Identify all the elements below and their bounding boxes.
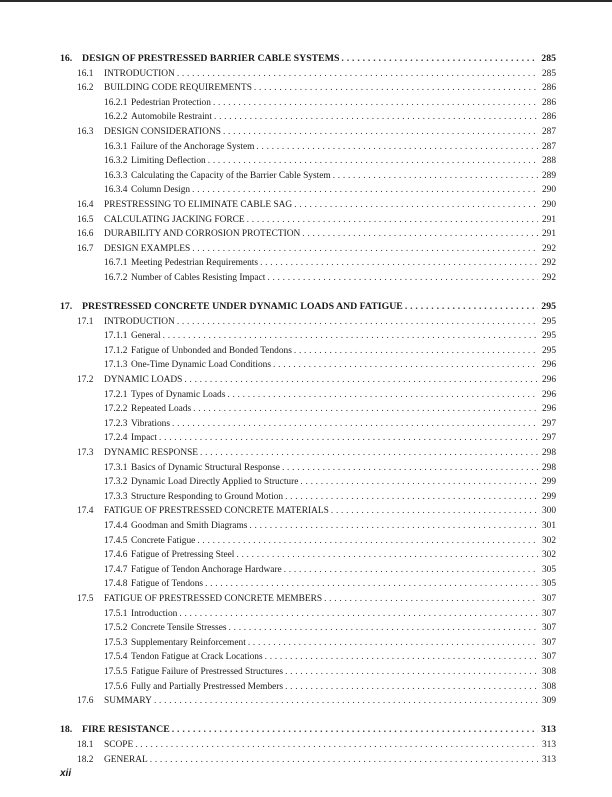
chapter-page: 313	[541, 724, 556, 736]
entry-number: 16.2.1	[104, 97, 128, 108]
entry-title: PRESTRESSING TO ELIMINATE CABLE SAG	[104, 199, 293, 210]
entry-page: 295	[541, 316, 556, 327]
entry-number: 17.3.2	[104, 477, 128, 488]
entry-page: 292	[541, 258, 556, 269]
entry-page: 307	[541, 608, 556, 619]
toc-section-entry[interactable]	[60, 81, 556, 96]
entry-page: 285	[541, 68, 556, 79]
entry-number: 16.7.2	[104, 272, 128, 283]
toc-section-entry[interactable]	[60, 504, 556, 519]
dot-leader	[265, 650, 538, 665]
toc-subsection-entry[interactable]	[60, 169, 556, 184]
chapter-title: PRESTRESSED CONCRETE UNDER DYNAMIC LOADS AND FATIGUE	[82, 301, 403, 313]
dot-leader	[159, 431, 538, 446]
entry-title: Concrete Tensile Stresses	[131, 623, 227, 634]
entry-title: Impact	[131, 433, 158, 444]
entry-title: SUMMARY	[104, 696, 152, 707]
chapter-title: FIRE RESISTANCE	[82, 724, 170, 736]
entry-title: DESIGN EXAMPLES	[104, 243, 191, 254]
entry-page: 308	[541, 666, 556, 677]
entry-number: 17.3	[77, 448, 94, 459]
entry-page: 305	[541, 579, 556, 590]
entry-number: 17.4.7	[104, 564, 128, 575]
dot-leader	[248, 636, 538, 651]
toc-subsection-entry[interactable]	[60, 417, 556, 432]
dot-leader	[405, 300, 538, 315]
toc-subsection-entry[interactable]	[60, 548, 556, 563]
entry-title: Fatigue of Pretressing Steel	[131, 550, 235, 561]
toc-subsection-entry[interactable]	[60, 402, 556, 417]
entry-title: Fatigue of Tendon Anchorage Hardware	[131, 564, 282, 575]
dot-leader	[200, 446, 538, 461]
entry-page: 308	[541, 681, 556, 692]
entry-number: 18.1	[77, 739, 94, 750]
entry-title: Column Design	[131, 185, 191, 196]
top-rule	[0, 0, 612, 2]
toc-chapter-entry[interactable]	[60, 52, 556, 67]
entry-number: 16.4	[77, 199, 94, 210]
entry-title: Goodman and Smith Diagrams	[131, 521, 248, 531]
dot-leader	[177, 315, 538, 330]
entry-title: Fully and Partially Prestressed Members	[131, 681, 284, 692]
entry-page: 298	[541, 462, 556, 473]
toc-section-entry[interactable]	[60, 738, 556, 753]
entry-page: 307	[541, 652, 556, 663]
dot-leader	[302, 227, 538, 242]
toc-subsection-entry[interactable]	[60, 650, 556, 665]
dot-leader	[333, 169, 538, 184]
toc-subsection-entry[interactable]	[60, 110, 556, 125]
toc-subsection-entry[interactable]	[60, 519, 556, 534]
entry-number: 17.5	[77, 593, 94, 604]
entry-number: 17.1.1	[104, 331, 128, 342]
dot-leader	[300, 475, 538, 490]
entry-title: FATIGUE OF PRESTRESSED CONCRETE MATERIALS	[104, 506, 329, 517]
toc-subsection-entry[interactable]	[60, 183, 556, 198]
entry-number: 17.5.4	[104, 652, 128, 663]
dot-leader	[192, 242, 538, 257]
entry-title: Calculating the Capacity of the Barrier Cable System	[131, 170, 331, 181]
entry-page: 309	[541, 696, 556, 707]
dot-leader	[172, 723, 538, 738]
entry-number: 17.1	[77, 316, 94, 327]
entry-page: 296	[541, 360, 556, 371]
entry-title: Structure Responding to Ground Motion	[131, 491, 284, 502]
entry-page: 299	[541, 491, 556, 502]
entry-number: 16.1	[77, 68, 94, 79]
entry-title: Tendon Fatigue at Crack Locations	[131, 652, 263, 663]
toc-subsection-entry[interactable]	[60, 621, 556, 636]
entry-page: 296	[541, 375, 556, 386]
entry-title: Limiting Deflection	[131, 156, 206, 167]
chapter-title: DESIGN OF PRESTRESSED BARRIER CABLE SYSTEMS	[82, 53, 340, 64]
entry-number: 17.4.6	[104, 550, 128, 561]
entry-number: 17.2.4	[104, 433, 128, 444]
toc-subsection-entry[interactable]	[60, 607, 556, 622]
dot-leader	[285, 680, 538, 695]
toc-section-entry[interactable]	[60, 753, 556, 768]
entry-title: DYNAMIC LOADS	[104, 375, 183, 386]
entry-number: 17.4.8	[104, 579, 128, 590]
entry-page: 289	[541, 170, 556, 181]
entry-page: 295	[541, 345, 556, 356]
entry-title: Dynamic Load Directly Applied to Structure	[131, 477, 299, 488]
chapter-gap	[60, 709, 556, 724]
toc-subsection-entry[interactable]	[60, 96, 556, 111]
toc-subsection-entry[interactable]	[60, 140, 556, 155]
dot-leader	[282, 461, 538, 476]
dot-leader	[267, 271, 538, 286]
entry-page: 290	[541, 185, 556, 196]
entry-page: 286	[541, 83, 556, 94]
toc-subsection-entry[interactable]	[60, 461, 556, 476]
entry-number: 17.2.1	[104, 389, 128, 400]
toc-section-entry[interactable]	[60, 213, 556, 228]
entry-number: 16.3.4	[104, 185, 128, 196]
toc-chapter-entry[interactable]	[60, 723, 556, 738]
toc-subsection-entry[interactable]	[60, 388, 556, 403]
entry-number: 17.5.3	[104, 637, 128, 648]
entry-title: General	[131, 331, 161, 342]
entry-page: 302	[541, 550, 556, 561]
entry-title: Failure of the Anchorage System	[131, 141, 255, 152]
entry-number: 17.5.2	[104, 623, 128, 634]
dot-leader	[213, 96, 538, 111]
chapter-page: 295	[541, 301, 556, 313]
dot-leader	[229, 621, 538, 636]
toc-subsection-entry[interactable]	[60, 344, 556, 359]
dot-leader	[285, 490, 538, 505]
entry-title: Supplementary Reinforcement	[131, 637, 246, 648]
toc-section-entry[interactable]	[60, 198, 556, 213]
entry-page: 287	[541, 141, 556, 152]
entry-title: GENERAL	[104, 754, 148, 765]
entry-page: 298	[541, 448, 556, 459]
toc-subsection-entry[interactable]	[60, 577, 556, 592]
entry-title: FATIGUE OF PRESTRESSED CONCRETE MEMBERS	[104, 593, 323, 604]
entry-page: 292	[541, 272, 556, 283]
toc-subsection-entry[interactable]	[60, 431, 556, 446]
dot-leader	[208, 154, 538, 169]
entry-number: 17.3.1	[104, 462, 128, 473]
toc-section-entry[interactable]	[60, 242, 556, 257]
toc-section-entry[interactable]	[60, 125, 556, 140]
dot-leader	[192, 183, 538, 198]
toc-subsection-entry[interactable]	[60, 680, 556, 695]
entry-title: BUILDING CODE REQUIREMENTS	[104, 83, 252, 94]
entry-number: 17.1.3	[104, 360, 128, 371]
entry-page: 286	[541, 112, 556, 123]
toc-section-entry[interactable]	[60, 446, 556, 461]
dot-leader	[163, 329, 538, 344]
entry-title: DURABILITY AND CORROSION PROTECTION	[104, 229, 301, 240]
entry-page: 296	[541, 389, 556, 400]
dot-leader	[285, 665, 538, 680]
dot-leader	[197, 534, 538, 549]
entry-number: 17.5.1	[104, 608, 128, 619]
entry-number: 16.2.2	[104, 112, 128, 123]
entry-page: 299	[541, 477, 556, 488]
chapter-number: 16.	[60, 53, 73, 64]
toc-section-entry[interactable]	[60, 315, 556, 330]
dot-leader	[135, 738, 538, 753]
dot-leader	[172, 417, 538, 432]
dot-leader	[256, 140, 538, 155]
entry-number: 16.3.3	[104, 170, 128, 181]
entry-title: DESIGN CONSIDERATIONS	[104, 126, 221, 137]
dot-leader	[179, 607, 538, 622]
entry-page: 307	[541, 623, 556, 634]
entry-number: 16.7.1	[104, 258, 128, 269]
entry-title: DYNAMIC RESPONSE	[104, 448, 199, 459]
dot-leader	[341, 52, 538, 67]
dot-leader	[294, 344, 538, 359]
entry-number: 17.1.2	[104, 345, 128, 356]
dot-leader	[247, 213, 538, 228]
dot-leader	[324, 592, 538, 607]
entry-number: 17.5.6	[104, 681, 128, 692]
entry-page: 286	[541, 97, 556, 108]
entry-page: 302	[541, 535, 556, 546]
entry-page: 291	[541, 229, 556, 240]
dot-leader	[214, 110, 538, 125]
toc-subsection-entry[interactable]	[60, 271, 556, 286]
toc-section-entry[interactable]	[60, 373, 556, 388]
dot-leader	[273, 358, 538, 373]
toc-subsection-entry[interactable]	[60, 665, 556, 680]
entry-page: 290	[541, 199, 556, 210]
entry-number: 16.7	[77, 243, 94, 254]
toc-section-entry[interactable]	[60, 227, 556, 242]
dot-leader	[254, 81, 538, 96]
entry-title: Basics of Dynamic Structural Response	[131, 462, 280, 473]
entry-page: 292	[541, 243, 556, 254]
entry-page: 287	[541, 126, 556, 137]
dot-leader	[331, 504, 538, 519]
entry-number: 17.2.3	[104, 418, 128, 429]
dot-leader	[260, 256, 538, 271]
entry-page: 301	[541, 521, 556, 531]
dot-leader	[177, 67, 538, 82]
entry-number: 17.6	[77, 696, 94, 707]
dot-leader	[154, 694, 538, 709]
entry-number: 16.2	[77, 83, 94, 94]
table-of-contents	[60, 52, 556, 767]
entry-number: 17.5.5	[104, 666, 128, 677]
toc-subsection-entry[interactable]	[60, 563, 556, 578]
entry-page: 313	[541, 739, 556, 750]
entry-number: 16.3.2	[104, 156, 128, 167]
entry-title: INTRODUCTION	[104, 316, 175, 327]
entry-number: 17.2	[77, 375, 94, 386]
entry-title: Fatigue Failure of Prestressed Structures	[131, 666, 284, 677]
entry-title: SCOPE	[104, 739, 134, 750]
entry-page: 305	[541, 564, 556, 575]
dot-leader	[193, 402, 538, 417]
entry-title: Introduction	[131, 608, 178, 619]
dot-leader	[249, 519, 538, 534]
entry-number: 16.6	[77, 229, 94, 240]
entry-number: 17.4.4	[104, 521, 128, 531]
dot-leader	[223, 125, 538, 140]
entry-title: Automobile Restraint	[131, 112, 212, 123]
entry-page: 296	[541, 404, 556, 415]
entry-page: 291	[541, 214, 556, 225]
toc-chapter-entry[interactable]	[60, 300, 556, 315]
page-number: xii	[60, 768, 72, 779]
dot-leader	[150, 753, 538, 768]
dot-leader	[284, 563, 538, 578]
dot-leader	[227, 388, 538, 403]
entry-page: 307	[541, 593, 556, 604]
entry-number: 17.3.3	[104, 491, 128, 502]
entry-title: Pedestrian Protection	[131, 97, 211, 108]
toc-subsection-entry[interactable]	[60, 329, 556, 344]
toc-subsection-entry[interactable]	[60, 256, 556, 271]
entry-title: Repeated Loads	[131, 404, 192, 415]
toc-subsection-entry[interactable]	[60, 534, 556, 549]
toc-section-entry[interactable]	[60, 67, 556, 82]
dot-leader	[236, 548, 538, 563]
entry-number: 18.2	[77, 754, 94, 765]
toc-subsection-entry[interactable]	[60, 358, 556, 373]
dot-leader	[184, 373, 538, 388]
entry-number: 16.5	[77, 214, 94, 225]
dot-leader	[205, 577, 538, 592]
toc-subsection-entry[interactable]	[60, 636, 556, 651]
chapter-gap	[60, 286, 556, 301]
entry-page: 288	[541, 156, 556, 167]
toc-section-entry[interactable]	[60, 694, 556, 709]
entry-number: 16.3	[77, 126, 94, 137]
entry-page: 297	[541, 433, 556, 444]
entry-title: One-Time Dynamic Load Conditions	[131, 360, 272, 371]
toc-section-entry[interactable]	[60, 592, 556, 607]
entry-title: Fatigue of Tendons	[131, 579, 204, 590]
entry-number: 17.2.2	[104, 404, 128, 415]
entry-title: Fatigue of Unbonded and Bonded Tendons	[131, 345, 292, 356]
entry-title: Number of Cables Resisting Impact	[131, 272, 266, 283]
entry-title: Vibrations	[131, 418, 171, 429]
entry-number: 16.3.1	[104, 141, 128, 152]
entry-title: Concrete Fatigue	[131, 535, 196, 546]
entry-page: 307	[541, 637, 556, 648]
chapter-number: 18.	[60, 724, 73, 736]
entry-number: 17.4	[77, 506, 94, 517]
toc-subsection-entry[interactable]	[60, 490, 556, 505]
entry-page: 297	[541, 418, 556, 429]
entry-title: Meeting Pedestrian Requirements	[131, 258, 259, 269]
toc-subsection-entry[interactable]	[60, 154, 556, 169]
chapter-number: 17.	[60, 301, 73, 313]
entry-page: 295	[541, 331, 556, 342]
entry-page: 313	[541, 754, 556, 765]
entry-number: 17.4.5	[104, 535, 128, 546]
dot-leader	[294, 198, 538, 213]
entry-title: CALCULATING JACKING FORCE	[104, 214, 245, 225]
chapter-page: 285	[541, 53, 556, 64]
entry-title: INTRODUCTION	[104, 68, 175, 79]
entry-title: Types of Dynamic Loads	[131, 389, 226, 400]
toc-subsection-entry[interactable]	[60, 475, 556, 490]
entry-page: 300	[541, 506, 556, 517]
